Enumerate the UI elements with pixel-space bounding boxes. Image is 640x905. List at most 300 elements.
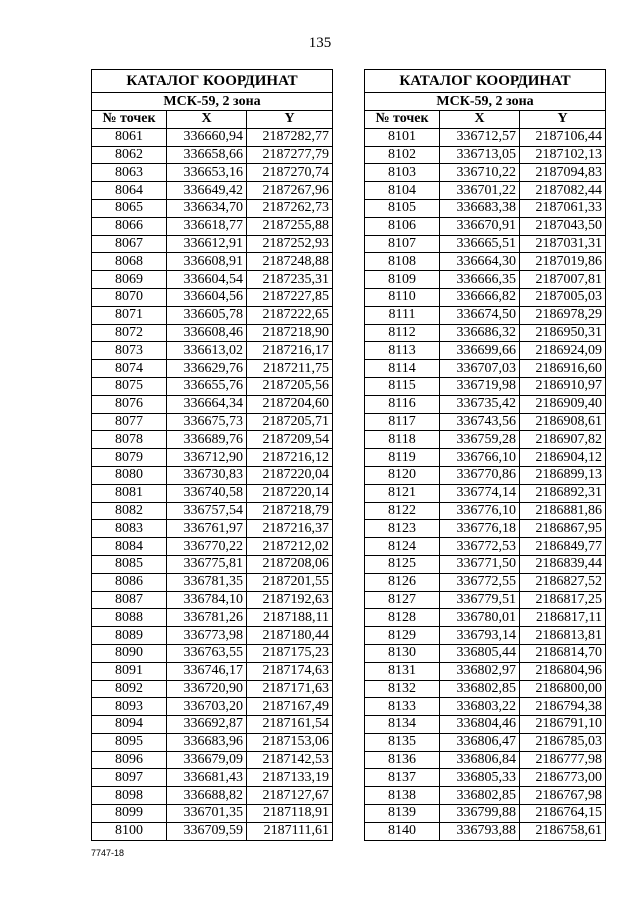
y-coordinate-cell: 2187216,12 <box>247 449 333 467</box>
x-coordinate-cell: 336802,85 <box>440 787 520 805</box>
point-number-cell: 8135 <box>365 733 440 751</box>
x-coordinate-cell: 336759,28 <box>440 431 520 449</box>
y-coordinate-cell: 2187220,14 <box>247 484 333 502</box>
y-coordinate-cell: 2186924,09 <box>520 342 606 360</box>
table-row <box>365 253 606 271</box>
table-body <box>92 128 333 840</box>
column-header-point-number: № точек <box>92 111 167 129</box>
point-number-cell: 8096 <box>92 751 167 769</box>
y-coordinate-cell: 2187192,63 <box>247 591 333 609</box>
point-number-cell: 8131 <box>365 662 440 680</box>
point-number-cell: 8123 <box>365 520 440 538</box>
x-coordinate-cell: 336774,14 <box>440 484 520 502</box>
point-number-cell: 8130 <box>365 644 440 662</box>
table-row <box>365 146 606 164</box>
x-coordinate-cell: 336604,54 <box>167 271 247 289</box>
x-coordinate-cell: 336649,42 <box>167 182 247 200</box>
point-number-cell: 8083 <box>92 520 167 538</box>
x-coordinate-cell: 336766,10 <box>440 449 520 467</box>
y-coordinate-cell: 2187201,55 <box>247 573 333 591</box>
table-row <box>92 235 333 253</box>
x-coordinate-cell: 336686,32 <box>440 324 520 342</box>
x-coordinate-cell: 336803,22 <box>440 698 520 716</box>
y-coordinate-cell: 2187255,88 <box>247 217 333 235</box>
x-coordinate-cell: 336683,38 <box>440 199 520 217</box>
point-number-cell: 8077 <box>92 413 167 431</box>
x-coordinate-cell: 336719,98 <box>440 377 520 395</box>
point-number-cell: 8132 <box>365 680 440 698</box>
y-coordinate-cell: 2186794,38 <box>520 698 606 716</box>
x-coordinate-cell: 336634,70 <box>167 199 247 217</box>
x-coordinate-cell: 336773,98 <box>167 627 247 645</box>
y-coordinate-cell: 2187222,65 <box>247 306 333 324</box>
y-coordinate-cell: 2187216,17 <box>247 342 333 360</box>
point-number-cell: 8122 <box>365 502 440 520</box>
point-number-cell: 8087 <box>92 591 167 609</box>
point-number-cell: 8134 <box>365 716 440 734</box>
point-number-cell: 8062 <box>92 146 167 164</box>
point-number-cell: 8110 <box>365 288 440 306</box>
point-number-cell: 8064 <box>92 182 167 200</box>
point-number-cell: 8094 <box>92 716 167 734</box>
y-coordinate-cell: 2186839,44 <box>520 555 606 573</box>
table-row <box>92 520 333 538</box>
y-coordinate-cell: 2187031,31 <box>520 235 606 253</box>
point-number-cell: 8076 <box>92 395 167 413</box>
x-coordinate-cell: 336772,53 <box>440 538 520 556</box>
y-coordinate-cell: 2187180,44 <box>247 627 333 645</box>
point-number-cell: 8095 <box>92 733 167 751</box>
x-coordinate-cell: 336703,20 <box>167 698 247 716</box>
table-row <box>365 235 606 253</box>
x-coordinate-cell: 336674,50 <box>440 306 520 324</box>
point-number-cell: 8078 <box>92 431 167 449</box>
table-row <box>92 787 333 805</box>
point-number-cell: 8061 <box>92 128 167 146</box>
x-coordinate-cell: 336730,83 <box>167 466 247 484</box>
point-number-cell: 8085 <box>92 555 167 573</box>
y-coordinate-cell: 2187142,53 <box>247 751 333 769</box>
coordinate-catalog-table-left <box>91 69 333 841</box>
y-coordinate-cell: 2187174,63 <box>247 662 333 680</box>
x-coordinate-cell: 336775,81 <box>167 555 247 573</box>
table-row <box>365 413 606 431</box>
x-coordinate-cell: 336799,88 <box>440 805 520 823</box>
x-coordinate-cell: 336779,51 <box>440 591 520 609</box>
x-coordinate-cell: 336793,14 <box>440 627 520 645</box>
table-row <box>365 662 606 680</box>
document-code: 7747-18 <box>91 848 125 858</box>
table-row <box>365 377 606 395</box>
x-coordinate-cell: 336701,35 <box>167 805 247 823</box>
y-coordinate-cell: 2186910,97 <box>520 377 606 395</box>
table-row <box>365 164 606 182</box>
y-coordinate-cell: 2186916,60 <box>520 360 606 378</box>
table-row <box>92 288 333 306</box>
y-coordinate-cell: 2187161,54 <box>247 716 333 734</box>
y-coordinate-cell: 2187106,44 <box>520 128 606 146</box>
point-number-cell: 8097 <box>92 769 167 787</box>
coordinate-system-zone: МСК-59, 2 зона <box>365 93 606 111</box>
point-number-cell: 8121 <box>365 484 440 502</box>
point-number-cell: 8124 <box>365 538 440 556</box>
x-coordinate-cell: 336772,55 <box>440 573 520 591</box>
table-row <box>365 431 606 449</box>
x-coordinate-cell: 336612,91 <box>167 235 247 253</box>
y-coordinate-cell: 2187082,44 <box>520 182 606 200</box>
y-coordinate-cell: 2186909,40 <box>520 395 606 413</box>
x-coordinate-cell: 336618,77 <box>167 217 247 235</box>
table-row <box>92 502 333 520</box>
y-coordinate-cell: 2187248,88 <box>247 253 333 271</box>
y-coordinate-cell: 2187175,23 <box>247 644 333 662</box>
y-coordinate-cell: 2186978,29 <box>520 306 606 324</box>
table-row <box>92 306 333 324</box>
table-row <box>92 253 333 271</box>
y-coordinate-cell: 2187118,91 <box>247 805 333 823</box>
table-row <box>92 573 333 591</box>
point-number-cell: 8080 <box>92 466 167 484</box>
x-coordinate-cell: 336713,05 <box>440 146 520 164</box>
table-body <box>365 128 606 840</box>
point-number-cell: 8086 <box>92 573 167 591</box>
column-header-x: X <box>440 111 520 129</box>
y-coordinate-cell: 2187235,31 <box>247 271 333 289</box>
table-row <box>92 342 333 360</box>
table-row <box>365 787 606 805</box>
x-coordinate-cell: 336709,59 <box>167 822 247 840</box>
table-row <box>92 627 333 645</box>
point-number-cell: 8108 <box>365 253 440 271</box>
table-row <box>92 733 333 751</box>
x-coordinate-cell: 336675,73 <box>167 413 247 431</box>
y-coordinate-cell: 2187220,04 <box>247 466 333 484</box>
x-coordinate-cell: 336692,87 <box>167 716 247 734</box>
x-coordinate-cell: 336613,02 <box>167 342 247 360</box>
table-row <box>92 395 333 413</box>
y-coordinate-cell: 2187111,61 <box>247 822 333 840</box>
point-number-cell: 8115 <box>365 377 440 395</box>
point-number-cell: 8112 <box>365 324 440 342</box>
table-row <box>365 484 606 502</box>
x-coordinate-cell: 336699,66 <box>440 342 520 360</box>
x-coordinate-cell: 336608,46 <box>167 324 247 342</box>
y-coordinate-cell: 2186817,11 <box>520 609 606 627</box>
point-number-cell: 8125 <box>365 555 440 573</box>
table-row <box>365 520 606 538</box>
point-number-cell: 8088 <box>92 609 167 627</box>
y-coordinate-cell: 2187043,50 <box>520 217 606 235</box>
y-coordinate-cell: 2187252,93 <box>247 235 333 253</box>
x-coordinate-cell: 336605,78 <box>167 306 247 324</box>
point-number-cell: 8070 <box>92 288 167 306</box>
point-number-cell: 8079 <box>92 449 167 467</box>
table-row <box>365 698 606 716</box>
x-coordinate-cell: 336665,51 <box>440 235 520 253</box>
table-row <box>92 271 333 289</box>
x-coordinate-cell: 336653,16 <box>167 164 247 182</box>
table-row <box>92 377 333 395</box>
point-number-cell: 8091 <box>92 662 167 680</box>
table-row <box>92 128 333 146</box>
table-row <box>365 609 606 627</box>
y-coordinate-cell: 2186817,25 <box>520 591 606 609</box>
y-coordinate-cell: 2186827,52 <box>520 573 606 591</box>
table-row <box>92 555 333 573</box>
y-coordinate-cell: 2186804,96 <box>520 662 606 680</box>
table-row <box>365 395 606 413</box>
y-coordinate-cell: 2187102,13 <box>520 146 606 164</box>
table-row <box>92 324 333 342</box>
point-number-cell: 8107 <box>365 235 440 253</box>
x-coordinate-cell: 336802,85 <box>440 680 520 698</box>
y-coordinate-cell: 2187133,19 <box>247 769 333 787</box>
point-number-cell: 8139 <box>365 805 440 823</box>
x-coordinate-cell: 336664,34 <box>167 395 247 413</box>
table-row <box>92 769 333 787</box>
catalog-title: КАТАЛОГ КООРДИНАТ <box>365 70 606 93</box>
table-row <box>92 591 333 609</box>
y-coordinate-cell: 2187127,67 <box>247 787 333 805</box>
y-coordinate-cell: 2187282,77 <box>247 128 333 146</box>
y-coordinate-cell: 2187205,56 <box>247 377 333 395</box>
y-coordinate-cell: 2187019,86 <box>520 253 606 271</box>
table-row <box>92 466 333 484</box>
y-coordinate-cell: 2186881,86 <box>520 502 606 520</box>
x-coordinate-cell: 336781,26 <box>167 609 247 627</box>
x-coordinate-cell: 336776,10 <box>440 502 520 520</box>
point-number-cell: 8109 <box>365 271 440 289</box>
y-coordinate-cell: 2186904,12 <box>520 449 606 467</box>
x-coordinate-cell: 336710,22 <box>440 164 520 182</box>
table-row <box>365 502 606 520</box>
x-coordinate-cell: 336784,10 <box>167 591 247 609</box>
table-row <box>92 822 333 840</box>
x-coordinate-cell: 336660,94 <box>167 128 247 146</box>
table-row <box>92 805 333 823</box>
x-coordinate-cell: 336688,82 <box>167 787 247 805</box>
x-coordinate-cell: 336793,88 <box>440 822 520 840</box>
x-coordinate-cell: 336776,18 <box>440 520 520 538</box>
x-coordinate-cell: 336761,97 <box>167 520 247 538</box>
point-number-cell: 8075 <box>92 377 167 395</box>
x-coordinate-cell: 336707,03 <box>440 360 520 378</box>
y-coordinate-cell: 2187277,79 <box>247 146 333 164</box>
table-row <box>365 217 606 235</box>
x-coordinate-cell: 336664,30 <box>440 253 520 271</box>
x-coordinate-cell: 336655,76 <box>167 377 247 395</box>
table-row <box>365 466 606 484</box>
column-header-y: Y <box>247 111 333 129</box>
table-row <box>365 751 606 769</box>
x-coordinate-cell: 336629,76 <box>167 360 247 378</box>
point-number-cell: 8071 <box>92 306 167 324</box>
y-coordinate-cell: 2186849,77 <box>520 538 606 556</box>
y-coordinate-cell: 2187167,49 <box>247 698 333 716</box>
y-coordinate-cell: 2187216,37 <box>247 520 333 538</box>
column-header-x: X <box>167 111 247 129</box>
point-number-cell: 8114 <box>365 360 440 378</box>
table-row <box>365 769 606 787</box>
x-coordinate-cell: 336681,43 <box>167 769 247 787</box>
table-row <box>365 360 606 378</box>
y-coordinate-cell: 2187262,73 <box>247 199 333 217</box>
x-coordinate-cell: 336666,35 <box>440 271 520 289</box>
x-coordinate-cell: 336771,50 <box>440 555 520 573</box>
table-row <box>365 288 606 306</box>
y-coordinate-cell: 2186773,00 <box>520 769 606 787</box>
table-row <box>92 431 333 449</box>
x-coordinate-cell: 336805,33 <box>440 769 520 787</box>
y-coordinate-cell: 2186785,03 <box>520 733 606 751</box>
x-coordinate-cell: 336805,44 <box>440 644 520 662</box>
table-row <box>92 182 333 200</box>
point-number-cell: 8102 <box>365 146 440 164</box>
x-coordinate-cell: 336746,17 <box>167 662 247 680</box>
y-coordinate-cell: 2187208,06 <box>247 555 333 573</box>
table-row <box>365 306 606 324</box>
point-number-cell: 8138 <box>365 787 440 805</box>
y-coordinate-cell: 2186814,70 <box>520 644 606 662</box>
table-row <box>365 449 606 467</box>
table-row <box>92 680 333 698</box>
point-number-cell: 8072 <box>92 324 167 342</box>
table-row <box>92 413 333 431</box>
y-coordinate-cell: 2186800,00 <box>520 680 606 698</box>
table-row <box>92 538 333 556</box>
x-coordinate-cell: 336666,82 <box>440 288 520 306</box>
point-number-cell: 8100 <box>92 822 167 840</box>
point-number-cell: 8104 <box>365 182 440 200</box>
table-row <box>92 164 333 182</box>
x-coordinate-cell: 336689,76 <box>167 431 247 449</box>
x-coordinate-cell: 336763,55 <box>167 644 247 662</box>
table-row <box>365 716 606 734</box>
point-number-cell: 8090 <box>92 644 167 662</box>
y-coordinate-cell: 2187205,71 <box>247 413 333 431</box>
table-row <box>92 360 333 378</box>
point-number-cell: 8105 <box>365 199 440 217</box>
x-coordinate-cell: 336701,22 <box>440 182 520 200</box>
table-row <box>365 591 606 609</box>
y-coordinate-cell: 2187171,63 <box>247 680 333 698</box>
point-number-cell: 8066 <box>92 217 167 235</box>
table-row <box>92 449 333 467</box>
y-coordinate-cell: 2187007,81 <box>520 271 606 289</box>
table-row <box>92 698 333 716</box>
y-coordinate-cell: 2186907,82 <box>520 431 606 449</box>
table-row <box>92 484 333 502</box>
table-row <box>92 716 333 734</box>
table-row <box>92 146 333 164</box>
point-number-cell: 8117 <box>365 413 440 431</box>
x-coordinate-cell: 336720,90 <box>167 680 247 698</box>
column-header-y: Y <box>520 111 606 129</box>
x-coordinate-cell: 336806,84 <box>440 751 520 769</box>
y-coordinate-cell: 2186892,31 <box>520 484 606 502</box>
y-coordinate-cell: 2187218,79 <box>247 502 333 520</box>
y-coordinate-cell: 2187153,06 <box>247 733 333 751</box>
point-number-cell: 8103 <box>365 164 440 182</box>
y-coordinate-cell: 2187204,60 <box>247 395 333 413</box>
point-number-cell: 8068 <box>92 253 167 271</box>
x-coordinate-cell: 336604,56 <box>167 288 247 306</box>
x-coordinate-cell: 336743,56 <box>440 413 520 431</box>
y-coordinate-cell: 2186867,95 <box>520 520 606 538</box>
y-coordinate-cell: 2187061,33 <box>520 199 606 217</box>
x-coordinate-cell: 336740,58 <box>167 484 247 502</box>
y-coordinate-cell: 2187270,74 <box>247 164 333 182</box>
y-coordinate-cell: 2187212,02 <box>247 538 333 556</box>
point-number-cell: 8093 <box>92 698 167 716</box>
table-row <box>365 342 606 360</box>
table-row <box>92 644 333 662</box>
table-row <box>365 128 606 146</box>
table-row <box>365 538 606 556</box>
table-row <box>92 609 333 627</box>
x-coordinate-cell: 336781,35 <box>167 573 247 591</box>
point-number-cell: 8118 <box>365 431 440 449</box>
point-number-cell: 8073 <box>92 342 167 360</box>
point-number-cell: 8129 <box>365 627 440 645</box>
y-coordinate-cell: 2186767,98 <box>520 787 606 805</box>
point-number-cell: 8128 <box>365 609 440 627</box>
y-coordinate-cell: 2186899,13 <box>520 466 606 484</box>
y-coordinate-cell: 2187227,85 <box>247 288 333 306</box>
y-coordinate-cell: 2187211,75 <box>247 360 333 378</box>
point-number-cell: 8082 <box>92 502 167 520</box>
point-number-cell: 8136 <box>365 751 440 769</box>
y-coordinate-cell: 2186764,15 <box>520 805 606 823</box>
coordinate-system-zone: МСК-59, 2 зона <box>92 93 333 111</box>
table-row <box>92 751 333 769</box>
table-row <box>365 680 606 698</box>
y-coordinate-cell: 2187188,11 <box>247 609 333 627</box>
point-number-cell: 8063 <box>92 164 167 182</box>
table-row <box>92 199 333 217</box>
table-row <box>365 182 606 200</box>
x-coordinate-cell: 336802,97 <box>440 662 520 680</box>
y-coordinate-cell: 2186791,10 <box>520 716 606 734</box>
table-row <box>365 199 606 217</box>
x-coordinate-cell: 336735,42 <box>440 395 520 413</box>
point-number-cell: 8092 <box>92 680 167 698</box>
y-coordinate-cell: 2187209,54 <box>247 431 333 449</box>
point-number-cell: 8081 <box>92 484 167 502</box>
y-coordinate-cell: 2186758,61 <box>520 822 606 840</box>
coordinate-catalog-table-right <box>364 69 606 841</box>
x-coordinate-cell: 336679,09 <box>167 751 247 769</box>
y-coordinate-cell: 2187267,96 <box>247 182 333 200</box>
x-coordinate-cell: 336804,46 <box>440 716 520 734</box>
x-coordinate-cell: 336770,86 <box>440 466 520 484</box>
table-row <box>365 555 606 573</box>
point-number-cell: 8111 <box>365 306 440 324</box>
point-number-cell: 8116 <box>365 395 440 413</box>
x-coordinate-cell: 336806,47 <box>440 733 520 751</box>
point-number-cell: 8127 <box>365 591 440 609</box>
catalog-title: КАТАЛОГ КООРДИНАТ <box>92 70 333 93</box>
point-number-cell: 8074 <box>92 360 167 378</box>
point-number-cell: 8065 <box>92 199 167 217</box>
point-number-cell: 8140 <box>365 822 440 840</box>
point-number-cell: 8133 <box>365 698 440 716</box>
point-number-cell: 8119 <box>365 449 440 467</box>
y-coordinate-cell: 2186908,61 <box>520 413 606 431</box>
x-coordinate-cell: 336780,01 <box>440 609 520 627</box>
point-number-cell: 8101 <box>365 128 440 146</box>
y-coordinate-cell: 2187218,90 <box>247 324 333 342</box>
